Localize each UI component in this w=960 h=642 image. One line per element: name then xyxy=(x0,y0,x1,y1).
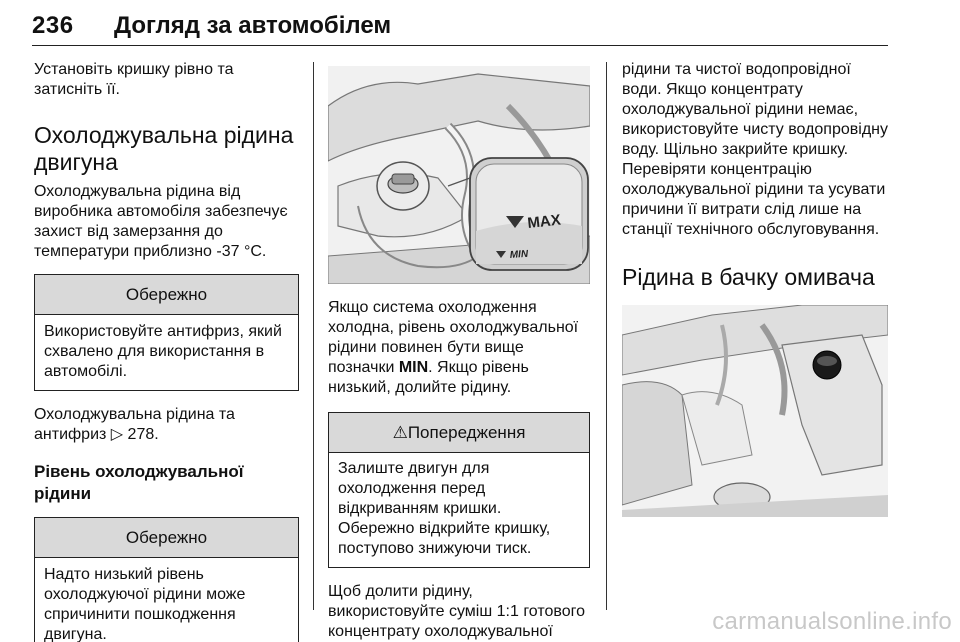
column-right xyxy=(622,60,888,517)
column-divider-2 xyxy=(606,62,607,610)
paragraph-coolant-reference xyxy=(34,405,299,445)
coolant-reservoir-illustration xyxy=(328,66,590,284)
heading-engine-coolant: Охолоджувальна рідина двигуна xyxy=(34,122,294,175)
notice-title: Обережно xyxy=(35,275,298,315)
notice-title: Обережно xyxy=(35,518,298,558)
heading-washer-fluid: Рідина в бачку омивача xyxy=(622,264,875,290)
heading-coolant-level: Рівень охолоджувальної рідини xyxy=(34,462,244,503)
paragraph-topping-up: Щоб долити рідину, використовуйте суміш 1:1 готового концентрату охолоджувальної xyxy=(328,583,585,640)
column-divider-1 xyxy=(313,62,314,610)
page-title: Догляд за автомобілем xyxy=(114,12,392,39)
column-middle xyxy=(328,60,590,642)
notice-box-low-level xyxy=(34,517,299,642)
reference-text: Охолоджувальна рідина та антифриз xyxy=(34,406,235,443)
paragraph-concentrate: рідини та чистої водопровідної води. Якщо концентрату охолоджувальної рідини немає, використовуйте чисту водопровідну воду. Щільно закрийте кришку. Перевіряти концентрацію охолоджувальної рідини та усувати причини її витрати слід лише на станції технічного обслуговування. xyxy=(622,61,888,238)
page-number: 236 xyxy=(32,12,74,39)
notice-box-antifreeze xyxy=(34,274,299,391)
column-left xyxy=(34,60,299,642)
warning-title: Попередження xyxy=(407,423,526,442)
paragraph-min-level xyxy=(328,298,590,398)
warning-header xyxy=(329,413,589,453)
max-label: MAX xyxy=(526,211,562,232)
arrow-ref-icon: ▷ xyxy=(110,426,124,443)
text-fragment: . Якщо рівень низький, долийте рідину. xyxy=(328,359,529,396)
washer-reservoir-illustration xyxy=(622,305,888,517)
page-header xyxy=(32,8,888,46)
warning-text: Залиште двигун для охолодження перед відкриванням кришки. Обережно відкрийте кришку, поступово знижуючи тиск. xyxy=(338,460,551,557)
engine-bay-drawing xyxy=(622,305,888,517)
min-mark-label: MIN xyxy=(398,359,429,376)
min-label: MIN xyxy=(509,248,529,261)
warning-triangle-icon: ⚠ xyxy=(392,423,408,442)
warning-box xyxy=(328,412,590,568)
watermark: carmanualsonline.info xyxy=(712,608,952,635)
paragraph-install-cap: Установіть кришку рівно та затисніть її. xyxy=(34,61,234,98)
engine-bay-drawing xyxy=(328,66,590,284)
notice-text: Надто низький рівень охолоджуючої рідини може спричинити пошкодження двигуна. xyxy=(44,566,246,642)
notice-text: Використовуйте антифриз, який схвалено для використання в автомобілі. xyxy=(44,323,282,380)
paragraph-coolant-info: Охолоджувальна рідина від виробника автомобіля забезпечує захист від замерзання до температури приблизно -37 °C. xyxy=(34,183,288,260)
text-fragment: Якщо система охолодження холодна, рівень охолоджувальної рідини повинен бути вище позначки xyxy=(328,299,579,376)
page-reference-link[interactable]: 278. xyxy=(127,426,159,443)
